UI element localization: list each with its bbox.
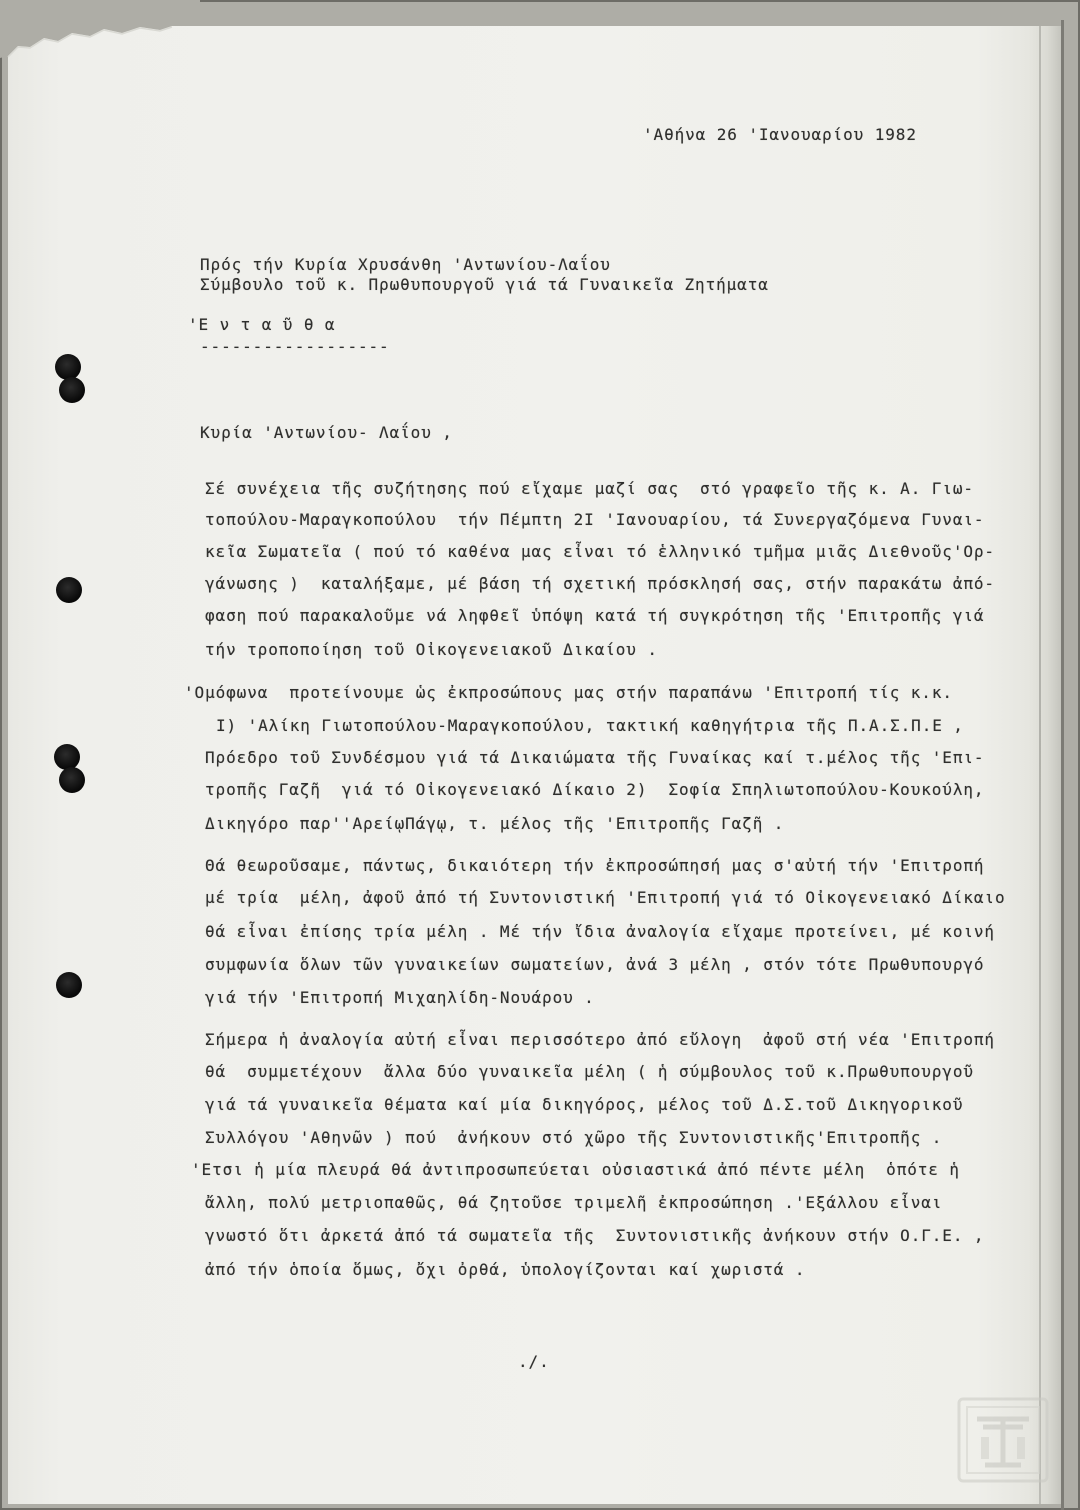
body-line: ἄλλη, πολύ μετριοπαθῶς, θά ζητοῦσε τριμελῆ ἐκπροσώπηση .'Εξάλλου εἶναι: [205, 1193, 943, 1212]
recipient-title: Σύμβουλο τοῦ κ. Πρωθυπουργοῦ γιά τά Γυναικεῖα Ζητήματα: [200, 275, 769, 294]
body-line: γάνωσης ) καταλήξαμε, μέ βάση τή σχετική πρόσκλησή σας, στήν παρακάτω ἀπό-: [205, 574, 995, 593]
punch-hole: [56, 577, 82, 603]
body-line: Ι) 'Αλίκη Γιωτοπούλου-Μαραγκοπούλου, τακτική καθηγήτρια τῆς Π.Α.Σ.Π.Ε ,: [216, 716, 964, 735]
punch-hole: [59, 767, 85, 793]
recipient-location: 'Ε ν τ α ῦ θ α: [188, 315, 336, 334]
punch-hole: [56, 972, 82, 998]
body-line: Σήμερα ἡ ἀναλογία αὐτή εἶναι περισσότερο ἀπό εὔλογη ἀφοῦ στή νέα 'Επιτροπή: [205, 1030, 995, 1049]
paper-fold-line: [1039, 26, 1041, 1504]
body-line: Πρόεδρο τοῦ Συνδέσμου γιά τά Δικαιώματα τῆς Γυναίκας καί τ.μέλος τῆς 'Επι-: [205, 748, 985, 767]
archive-watermark-logo: [953, 1393, 1053, 1488]
recipient-name: Πρός τήν Κυρία Χρυσάνθη 'Αντωνίου-Λαΐου: [200, 255, 611, 274]
body-line: γνωστό ὅτι ἀρκετά ἀπό τά σωματεῖα τῆς Συντονιστικῆς ἀνήκουν στήν Ο.Γ.Ε. ,: [205, 1226, 985, 1245]
body-line: συμφωνία ὅλων τῶν γυναικείων σωματείων, ἀνά 3 μέλη , στόν τότε Πρωθυπουργό: [205, 955, 985, 974]
body-line: Δικηγόρο παρ''ΑρείῳΠάγῳ, τ. μέλος τῆς 'Επιτροπῆς Γαζῆ .: [205, 814, 785, 833]
punch-hole: [59, 377, 85, 403]
body-line: θά συμμετέχουν ἄλλα δύο γυναικεῖα μέλη ( ἡ σύμβουλος τοῦ κ.Πρωθυπουργοῦ: [205, 1062, 974, 1081]
torn-corner: [0, 0, 200, 70]
body-line: γιά τήν 'Επιτροπή Μιχαηλίδη-Νουάρου .: [205, 988, 595, 1007]
body-line: γιά τά γυναικεῖα θέματα καί μία δικηγόρος, μέλος τοῦ Δ.Σ.τοῦ Δικηγορικοῦ: [205, 1095, 964, 1114]
body-line: τήν τροποποίηση τοῦ Οἰκογενειακοῦ Δικαίου .: [205, 640, 658, 659]
body-line: Θά θεωροῦσαμε, πάντως, δικαιότερη τήν ἐκπροσώπησή μας σ'αὐτή τήν 'Επιτροπή: [205, 856, 985, 875]
letter-date: 'Αθήνα 26 'Ιανουαρίου 1982: [643, 125, 917, 144]
body-line: μέ τρία μέλη, ἀφοῦ ἀπό τή Συντονιστική 'Επιτροπή γιά τό Οἰκογενειακό Δίκαιο: [205, 888, 1006, 907]
punch-hole: [55, 354, 81, 380]
body-line: τοπούλου-Μαραγκοπούλου τήν Πέμπτη 2Ι 'Ιανουαρίου, τά Συνεργαζόμενα Γυναι-: [205, 510, 985, 529]
salutation: Κυρία 'Αντωνίου- Λαΐου ,: [200, 423, 453, 442]
punch-hole: [54, 744, 80, 770]
body-line: θά εἶναι ἐπίσης τρία μέλη . Μέ τήν ἴδια ἀναλογία εἴχαμε προτείνει, μέ κοινή: [205, 922, 995, 941]
body-line: ἀπό τήν ὁποία ὅμως, ὄχι ὀρθά, ὑπολογίζονται καί χωριστά .: [205, 1260, 806, 1279]
body-line: 'Ετσι ἡ μία πλευρά θά ἀντιπροσωπεύεται οὐσιαστικά ἀπό πέντε μέλη ὁπότε ἡ: [191, 1160, 960, 1179]
body-line: Σέ συνέχεια τῆς συζήτησης πού εἴχαμε μαζί σας στό γραφεῖο τῆς κ. Α. Γιω-: [205, 479, 974, 498]
body-line: 'Ομόφωνα προτείνουμε ὡς ἐκπροσώπους μας στήν παραπάνω 'Επιτροπή τίς κ.κ.: [184, 683, 953, 702]
body-line: τροπῆς Γαζῆ γιά τό Οἰκογενειακό Δίκαιο 2) Σοφία Σπηλιωτοπούλου-Κουκούλη,: [205, 780, 985, 799]
body-line: Συλλόγου 'Αθηνῶν ) πού ἀνήκουν στό χῶρο τῆς Συντονιστικῆς'Επιτροπῆς .: [205, 1128, 943, 1147]
paper-right-edge: [1061, 20, 1064, 1510]
body-line: κεῖα Σωματεῖα ( πού τό καθένα μας εἶναι τό ἑλληνικό τμῆμα μιᾶς Διεθνοῦς'Ορ-: [205, 542, 995, 561]
body-line: φαση πού παρακαλοῦμε νά ληφθεῖ ὑπόψη κατά τή συγκρότηση τῆς 'Επιτροπῆς γιά: [205, 606, 985, 625]
recipient-underline: ------------------: [200, 337, 390, 356]
continuation-mark: ./.: [518, 1352, 550, 1371]
